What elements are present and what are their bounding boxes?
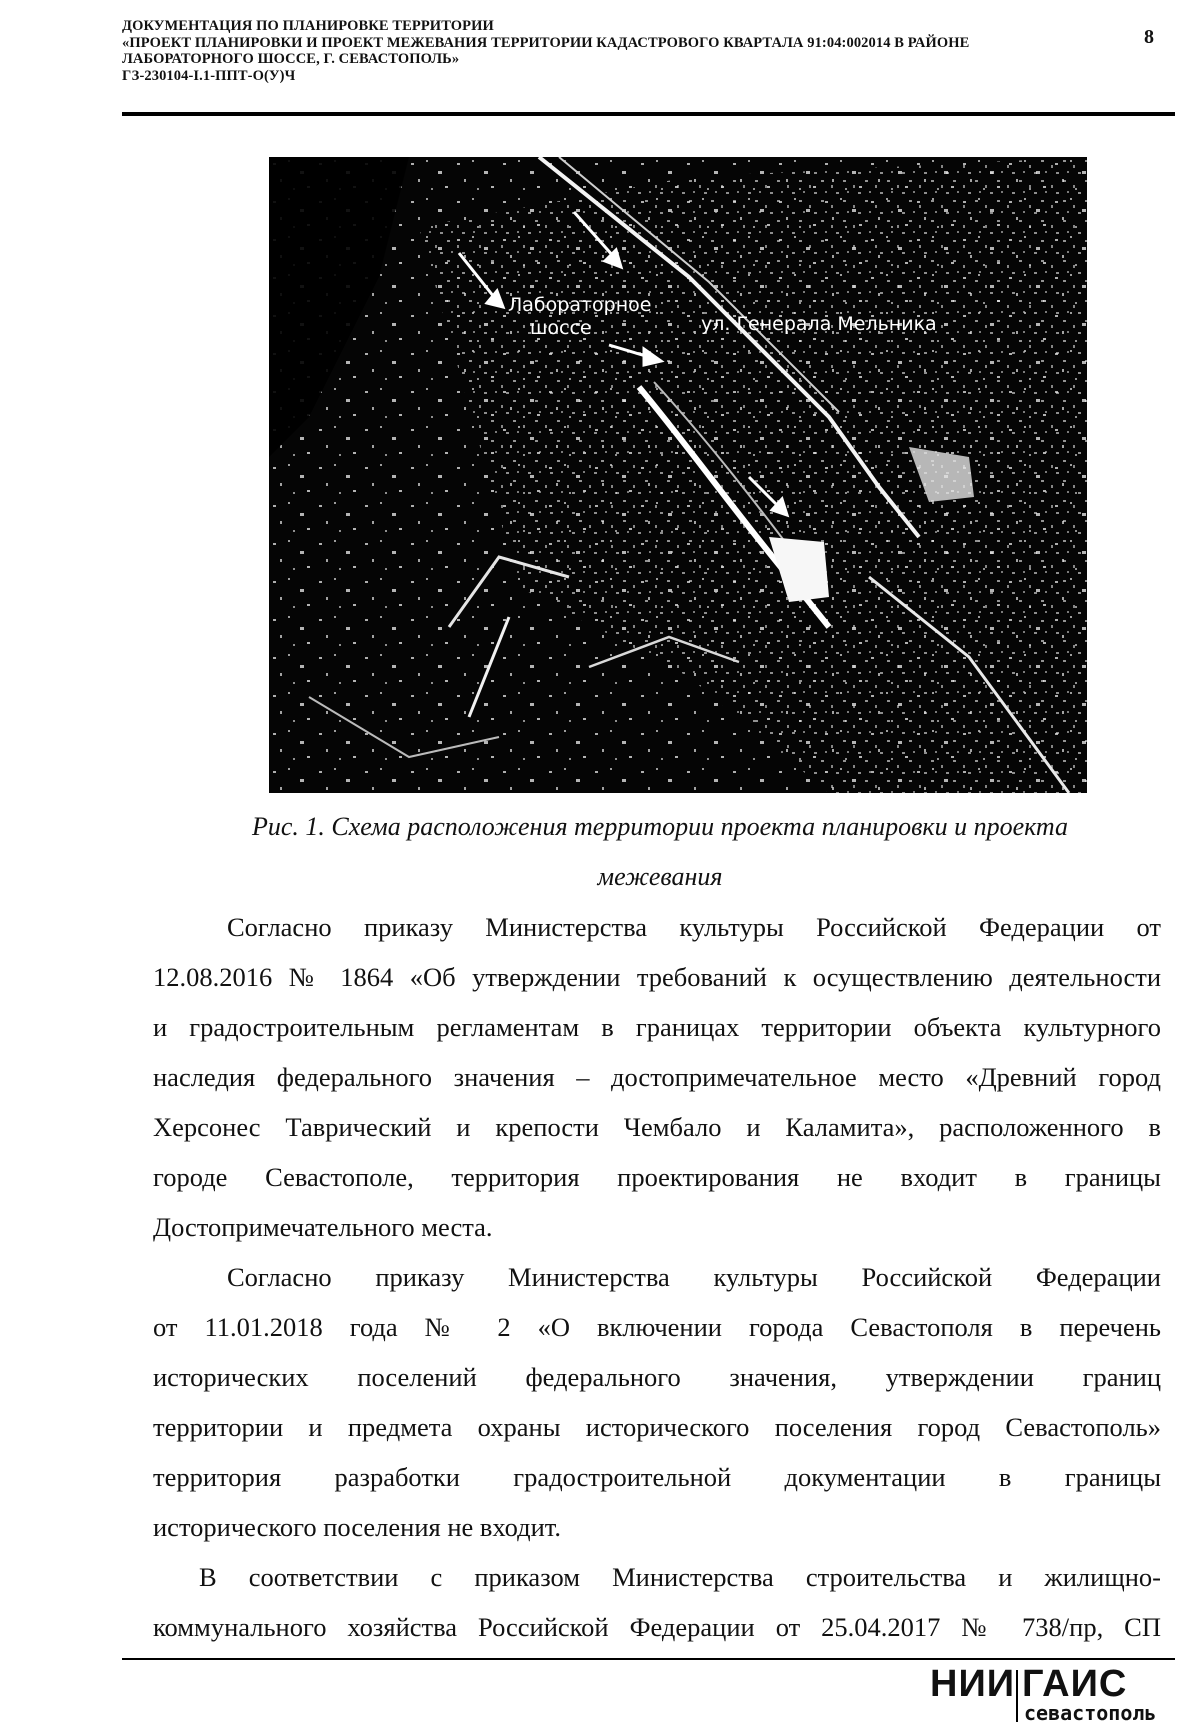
- logo-separator: [1016, 1670, 1018, 1722]
- logo-text-city: севастополь: [1024, 1701, 1157, 1725]
- paragraph-line: городе Севастополе, территория проектирования не входит в границы: [153, 1162, 1161, 1192]
- paragraph-line: Херсонес Таврический и крепости Чембало и Каламита», расположенного в: [153, 1112, 1161, 1142]
- paragraph-line: территории и предмета охраны исторического поселения город Севастополь»: [153, 1412, 1161, 1442]
- logo-text-nii: НИИ: [930, 1663, 1016, 1705]
- location-map-figure: [269, 157, 1087, 793]
- paragraph-line: исторических поселений федерального значения, утверждении границ: [153, 1362, 1161, 1392]
- map-label-laboratornoe-2: шоссе: [530, 317, 592, 339]
- header-document-code: ГЗ-230104-I.1-ППТ-О(У)Ч: [122, 67, 296, 84]
- header-title-line-3: ЛАБОРАТОРНОГО ШОССЕ, Г. СЕВАСТОПОЛЬ»: [122, 51, 460, 67]
- map-label-laboratornoe-1: Лабораторное: [508, 294, 652, 316]
- paragraph-line: Согласно приказу Министерства культуры Российской Федерации: [227, 1262, 1161, 1292]
- paragraph-line: исторического поселения не входит.: [153, 1512, 562, 1542]
- paragraph-line: наследия федерального значения – достопримечательное место «Древний город: [153, 1062, 1161, 1092]
- paragraph-line: и градостроительным регламентам в границах территории объекта культурного: [153, 1012, 1161, 1042]
- document-header: [122, 18, 1182, 84]
- header-divider: [122, 112, 1175, 116]
- footer-divider: [122, 1658, 1175, 1660]
- location-map: [269, 157, 1087, 793]
- header-title-line-2: «ПРОЕКТ ПЛАНИРОВКИ И ПРОЕКТ МЕЖЕВАНИЯ ТЕРРИТОРИИ КАДАСТРОВОГО КВАРТАЛА 91:04:002014 В РАЙОНЕ: [122, 34, 970, 51]
- header-title-line-1: ДОКУМЕНТАЦИЯ ПО ПЛАНИРОВКЕ ТЕРРИТОРИИ: [122, 18, 494, 34]
- nii-gais-logo: [930, 1664, 1190, 1726]
- paragraph-line: территория разработки градостроительной документации в границы: [153, 1462, 1161, 1492]
- paragraph-line: от 11.01.2018 года № 2 «О включении города Севастополя в перечень: [153, 1312, 1161, 1342]
- paragraph-line: коммунального хозяйства Российской Федерации от 25.04.2017 № 738/пр, СП: [153, 1612, 1161, 1642]
- paragraph-line: В соответствии с приказом Министерства строительства и жилищно-: [199, 1562, 1161, 1592]
- page-number: 8: [1144, 26, 1154, 48]
- figure-caption-line-1: Рис. 1. Схема расположения территории проекта планировки и проекта: [251, 812, 1069, 841]
- figure-caption-line-2: межевания: [597, 862, 723, 891]
- paragraph-line: 12.08.2016 № 1864 «Об утверждении требований к осуществлению деятельности: [153, 962, 1161, 992]
- logo-text-gais: ГАИС: [1022, 1663, 1128, 1705]
- paragraph-line: Достопримечательного места.: [153, 1212, 493, 1242]
- paragraph-line: Согласно приказу Министерства культуры Российской Федерации от: [227, 912, 1161, 942]
- map-label-melnika: ул. Генерала Мельника: [701, 313, 937, 335]
